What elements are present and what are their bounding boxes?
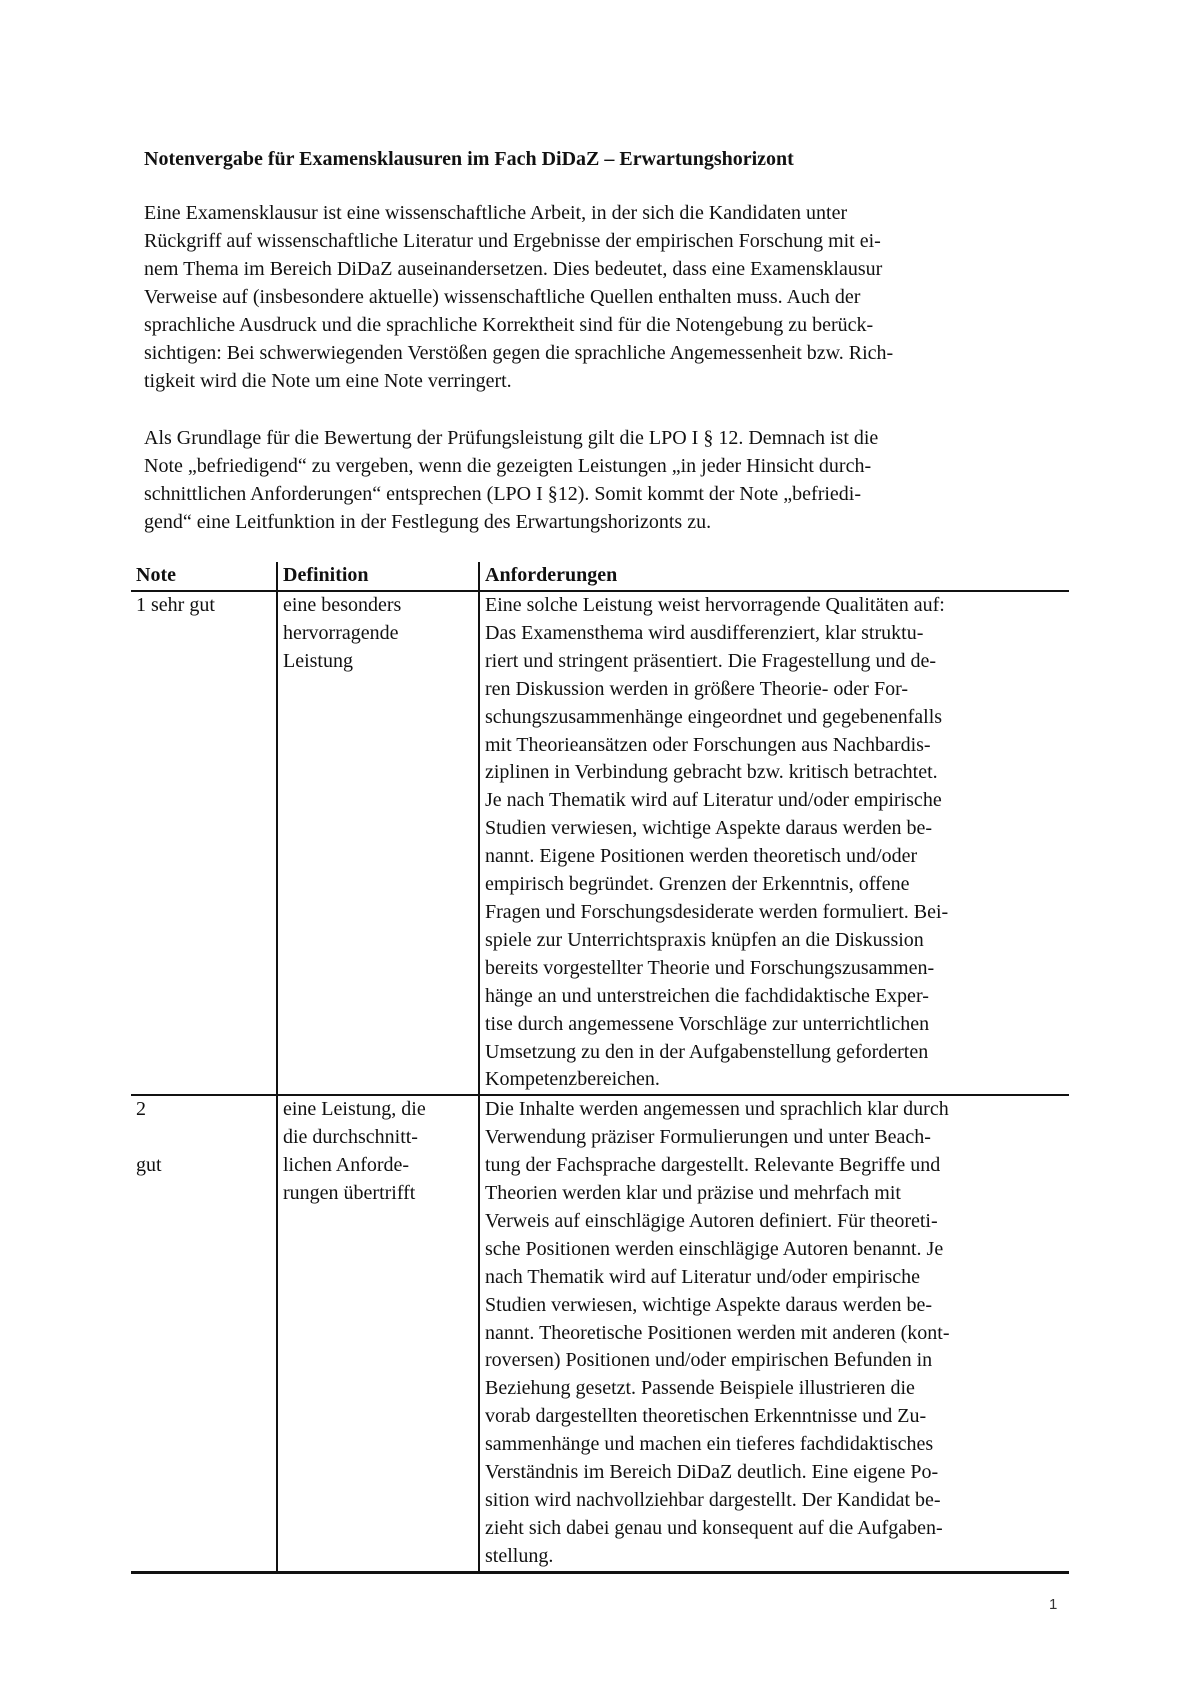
requirements-line: stellung. <box>485 1544 554 1567</box>
column-header-definition: Definition <box>277 562 479 591</box>
text-line: sprachliche Ausdruck und die sprachliche Korrektheit sind für die Notengebung zu berück- <box>144 314 874 336</box>
text-line: nem Thema im Bereich DiDaZ auseinandersetzen. Dies bedeutet, dass eine Examensklausur <box>144 258 883 280</box>
requirements-cell <box>479 1095 1069 1572</box>
text-line: Rückgriff auf wissenschaftliche Literatur und Ergebnisse der empirischen Forschung mit ei- <box>144 230 881 252</box>
line-gap <box>136 1124 276 1152</box>
definition-line: Leistung <box>283 649 353 672</box>
requirements-line: Kompetenzbereichen. <box>485 1068 660 1091</box>
intro-paragraph <box>144 199 1064 395</box>
requirements-line: zieht sich dabei genau und konsequent auf die Aufgaben- <box>485 1516 943 1539</box>
requirements-line: Eine solche Leistung weist hervorragende Qualitäten auf: <box>485 594 945 616</box>
requirements-line: schungszusammenhänge eingeordnet und gegebenenfalls <box>485 705 943 728</box>
table-row <box>131 1095 1069 1572</box>
text-line: schnittlichen Anforderungen“ entsprechen (LPO I §12). Somit kommt der Note „befriedi- <box>144 483 862 505</box>
requirements-line: sition wird nachvollziehbar dargestellt. Der Kandidat be- <box>485 1489 941 1511</box>
definition-cell <box>277 591 479 1095</box>
definition-cell <box>277 1095 479 1572</box>
requirements-line: Je nach Thematik wird auf Literatur und/oder empirische <box>485 789 942 812</box>
requirements-line: sammenhänge und machen ein tieferes fachdidaktisches <box>485 1433 934 1456</box>
text-line: Als Grundlage für die Bewertung der Prüfungsleistung gilt die LPO I § 12. Demnach ist die <box>144 427 879 449</box>
requirements-cell <box>479 591 1069 1095</box>
text-line: gend“ eine Leitfunktion in der Festlegung des Erwartungshorizonts zu. <box>144 511 712 533</box>
note-cell <box>131 591 277 1095</box>
note-text: gut <box>136 1154 162 1177</box>
note-text: 2 <box>136 1098 146 1121</box>
requirements-line: Verständnis im Bereich DiDaZ deutlich. Eine eigene Po- <box>485 1461 939 1484</box>
column-header-note: Note <box>131 562 277 591</box>
requirements-line: hänge an und unterstreichen die fachdidaktische Exper- <box>485 984 929 1007</box>
definition-line: eine besonders <box>283 594 402 616</box>
requirements-line: bereits vorgestellter Theorie und Forschungszusammen- <box>485 956 935 979</box>
requirements-line: Die Inhalte werden angemessen und sprachlich klar durch <box>485 1098 949 1121</box>
requirements-line: ziplinen in Verbindung gebracht bzw. kritisch betrachtet. <box>485 761 938 784</box>
requirements-line: empirisch begründet. Grenzen der Erkenntnis, offene <box>485 873 910 896</box>
text-line: Note „befriedigend“ zu vergeben, wenn die gezeigten Leistungen „in jeder Hinsicht durch- <box>144 455 872 477</box>
requirements-line: nannt. Theoretische Positionen werden mit anderen (kont- <box>485 1321 950 1344</box>
definition-line: rungen übertrifft <box>283 1182 416 1205</box>
definition-line: lichen Anforde- <box>283 1154 410 1177</box>
text-line: Eine Examensklausur ist eine wissenschaftliche Arbeit, in der sich die Kandidaten unter <box>144 202 848 224</box>
requirements-line: Theorien werden klar und präzise und mehrfach mit <box>485 1182 901 1205</box>
document-title: Notenvergabe für Examensklausuren im Fach DiDaZ – Erwartungshorizont <box>144 148 794 170</box>
requirements-line: Fragen und Forschungsdesiderate werden formuliert. Bei- <box>485 900 949 923</box>
requirements-line: Verwendung präziser Formulierungen und unter Beach- <box>485 1126 931 1149</box>
text-line: sichtigen: Bei schwerwiegenden Verstößen gegen die sprachliche Angemessenheit bzw. Rich- <box>144 342 894 364</box>
requirements-line: tise durch angemessene Vorschläge zur unterrichtlichen <box>485 1012 930 1035</box>
requirements-line: Studien verwiesen, wichtige Aspekte daraus werden be- <box>485 1293 933 1316</box>
requirements-line: nach Thematik wird auf Literatur und/oder empirische <box>485 1265 921 1288</box>
definition-line: die durchschnitt- <box>283 1126 418 1149</box>
requirements-line: Das Examensthema wird ausdifferenziert, klar struktu- <box>485 621 924 644</box>
page-number: 1 <box>1049 1596 1058 1613</box>
grades-table <box>131 562 1069 1574</box>
requirements-line: Studien verwiesen, wichtige Aspekte daraus werden be- <box>485 817 933 840</box>
basis-paragraph <box>144 424 1064 536</box>
requirements-line: vorab dargestellten theoretischen Erkenntnisse und Zu- <box>485 1405 927 1428</box>
table-row <box>131 591 1069 1095</box>
definition-line: eine Leistung, die <box>283 1098 426 1121</box>
note-text: 1 sehr gut <box>136 594 215 616</box>
requirements-line: sche Positionen werden einschlägige Autoren benannt. Je <box>485 1237 944 1260</box>
note-cell <box>131 1095 277 1572</box>
table-header-row <box>131 562 1069 591</box>
requirements-line: Umsetzung zu den in der Aufgabenstellung geforderten <box>485 1040 929 1063</box>
requirements-line: ren Diskussion werden in größere Theorie- oder For- <box>485 677 908 700</box>
requirements-line: Beziehung gesetzt. Passende Beispiele illustrieren die <box>485 1377 915 1400</box>
requirements-line: spiele zur Unterrichtspraxis knüpfen an die Diskussion <box>485 928 924 951</box>
requirements-line: mit Theorieansätzen oder Forschungen aus Nachbardis- <box>485 733 931 756</box>
requirements-line: tung der Fachsprache dargestellt. Relevante Begriffe und <box>485 1154 941 1177</box>
requirements-line: riert und stringent präsentiert. Die Fragestellung und de- <box>485 649 936 672</box>
requirements-line: roversen) Positionen und/oder empirischen Befunden in <box>485 1349 933 1372</box>
requirements-line: Verweis auf einschlägige Autoren definiert. Für theoreti- <box>485 1209 938 1232</box>
column-header-requirements: Anforderungen <box>479 562 1069 591</box>
text-line: tigkeit wird die Note um eine Note verringert. <box>144 370 512 392</box>
requirements-line: nannt. Eigene Positionen werden theoretisch und/oder <box>485 845 918 868</box>
text-line: Verweise auf (insbesondere aktuelle) wissenschaftliche Quellen enthalten muss. Auch der <box>144 286 861 308</box>
definition-line: hervorragende <box>283 621 399 644</box>
